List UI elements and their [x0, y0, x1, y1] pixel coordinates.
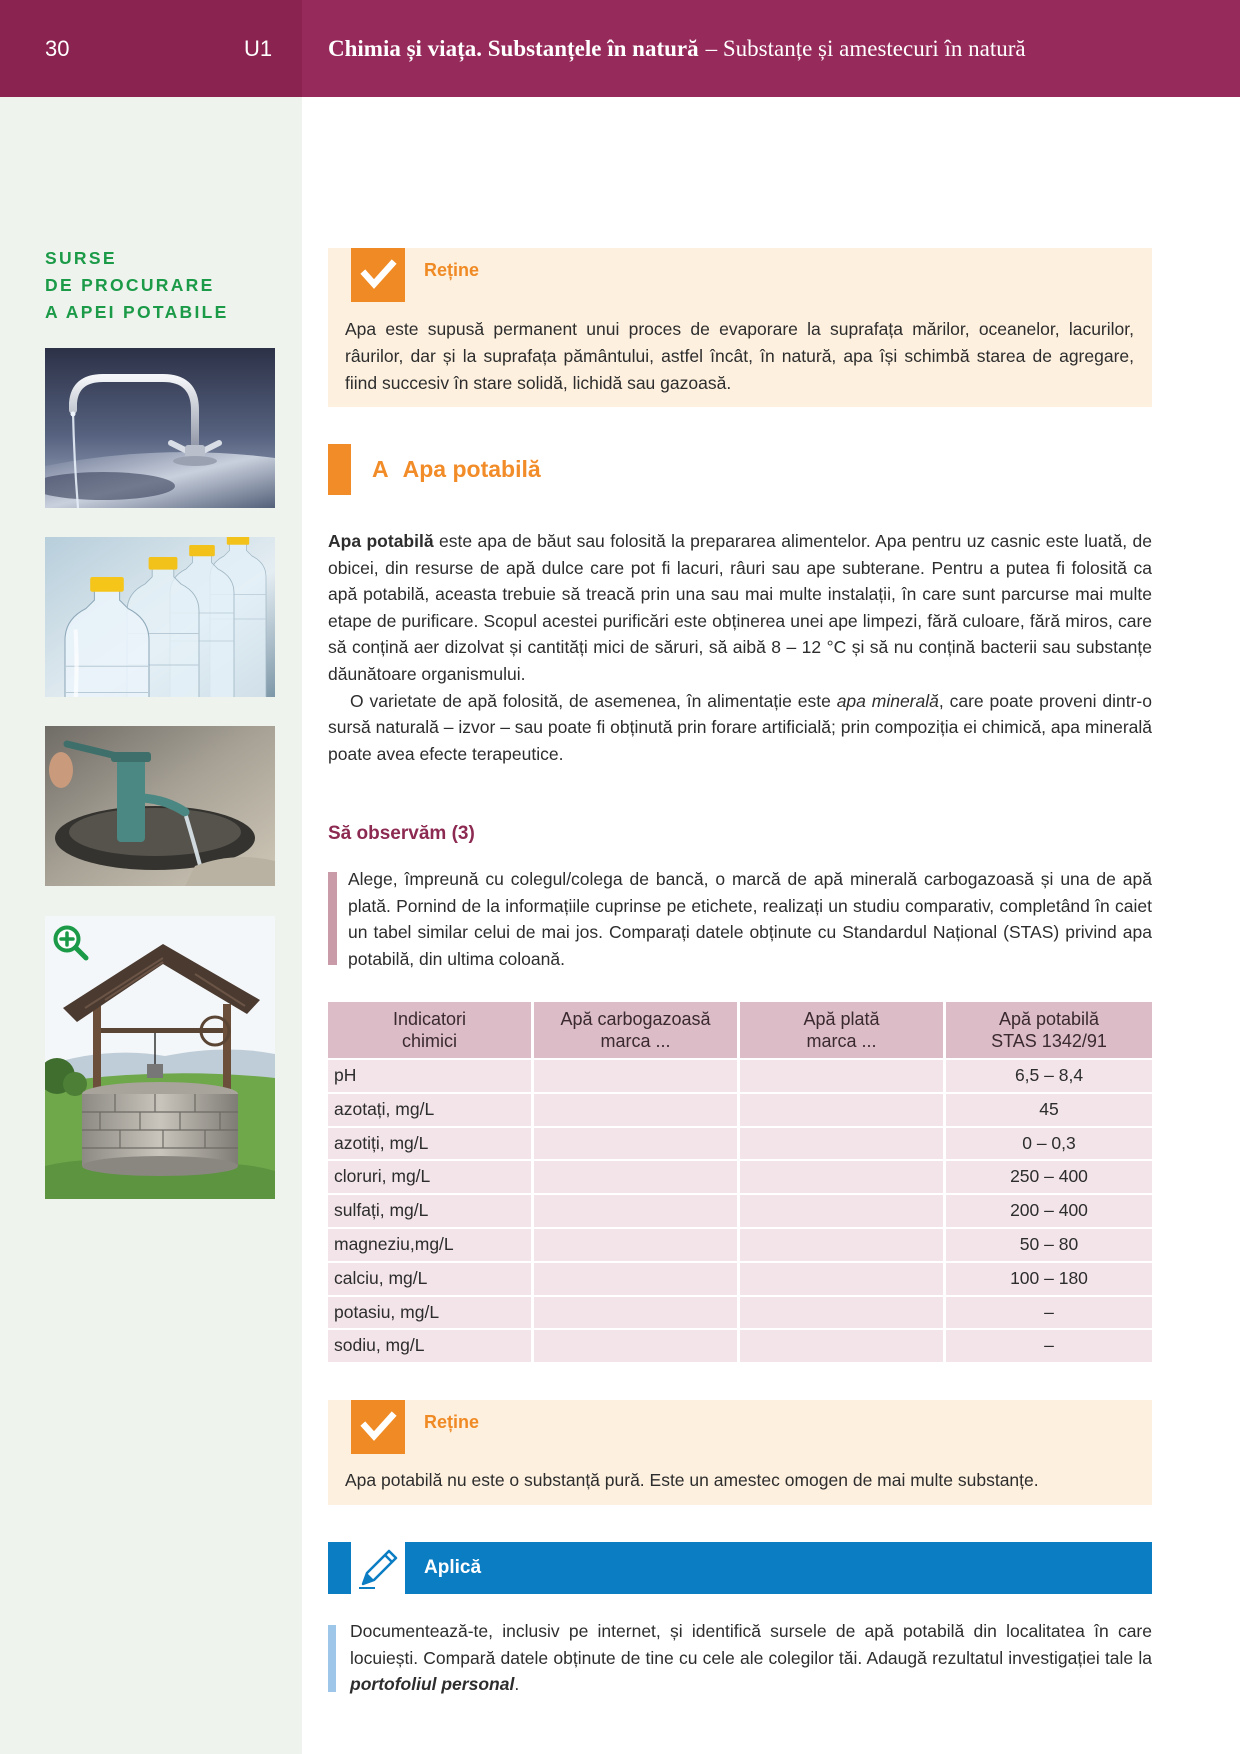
retine-text: Apa potabilă nu este o substanță pură. Este un amestec omogen de mai multe substanțe.	[345, 1470, 1039, 1490]
water-pump-photo	[45, 726, 275, 886]
indicator-cell: azotați, mg/L	[328, 1094, 531, 1126]
section-letter: A	[372, 456, 389, 482]
indicator-cell: cloruri, mg/L	[328, 1161, 531, 1193]
paragraph-text: O varietate de apă folosită, de asemenea, în alimentație este	[350, 690, 831, 711]
indicator-cell: potasiu, mg/L	[328, 1297, 531, 1329]
carbonated-cell	[534, 1229, 737, 1261]
paragraph	[328, 528, 1152, 688]
observe-marker	[328, 872, 337, 965]
zoom-in-icon[interactable]	[52, 924, 90, 962]
retine-label: Reține	[424, 260, 480, 280]
page-number: 30	[45, 36, 70, 61]
still-cell	[740, 1094, 943, 1126]
section-marker	[328, 444, 351, 495]
carbonated-cell	[534, 1060, 737, 1092]
retine-text: Apa este supusă permanent unui proces de evaporare la suprafața mărilor, oceanelor, lacurilor, râurilor, dar și la suprafața pământului, astfel încât, în natură, apa își schimbă starea de agregare, fiind succesiv în stare solidă, lichidă sau gazoasă.	[345, 319, 1134, 393]
indicator-cell: pH	[328, 1060, 531, 1092]
indicator-cell: magneziu,mg/L	[328, 1229, 531, 1261]
header-still	[740, 1002, 943, 1058]
aplica-text-end: .	[514, 1674, 520, 1695]
section-title-text: Apa potabilă	[402, 456, 541, 482]
header-line: STAS 1342/91	[991, 1031, 1107, 1051]
header-line: Apă plată	[803, 1009, 880, 1029]
aplica-bar-left	[328, 1542, 351, 1594]
still-cell	[740, 1161, 943, 1193]
sidebar-heading-line: SURSE	[45, 248, 117, 268]
indicator-cell: sulfați, mg/L	[328, 1195, 531, 1227]
chapter-title: Chimia și viața. Substanțele în natură	[328, 36, 699, 61]
carbonated-cell	[534, 1263, 737, 1295]
sidebar-heading	[45, 245, 229, 326]
portfolio-emphasis: portofoliul personal	[350, 1674, 515, 1695]
term-bold: Apa potabilă	[328, 531, 434, 551]
paragraph	[328, 688, 1152, 768]
stas-value-cell: 250 – 400	[946, 1161, 1152, 1193]
header-line: Apă carbogazoasă	[560, 1009, 711, 1029]
still-cell	[740, 1330, 943, 1362]
stas-value-cell: 200 – 400	[946, 1195, 1152, 1227]
still-cell	[740, 1263, 943, 1295]
header-stas	[946, 1002, 1152, 1058]
chemical-indicators-table	[328, 1002, 1152, 1362]
term-italic: apa minerală	[836, 690, 939, 711]
sidebar-heading-line: A APEI POTABILE	[45, 302, 229, 322]
aplica-text-start: Documentează-te, inclusiv pe internet, și identifică sursele de apă potabilă din localitatea în care locuiești. Compară datele obținute de tine cu cele ale colegilor tăi. Adaugă rezultatul investigației tale la	[350, 1621, 1152, 1668]
retine-label: Reține	[424, 1412, 480, 1432]
indicator-cell: calciu, mg/L	[328, 1263, 531, 1295]
header-line: chimici	[401, 1031, 457, 1051]
still-cell	[740, 1060, 943, 1092]
indicator-cell: azotiți, mg/L	[328, 1128, 531, 1160]
stas-value-cell: 0 – 0,3	[946, 1128, 1152, 1160]
header-indicators	[328, 1002, 531, 1058]
header-line: Indicatori	[392, 1009, 467, 1029]
still-cell	[740, 1297, 943, 1329]
still-cell	[740, 1128, 943, 1160]
carbonated-cell	[534, 1094, 737, 1126]
header-line: Apă potabilă	[998, 1009, 1100, 1029]
sidebar-heading-line: DE PROCURARE	[45, 275, 215, 295]
still-cell	[740, 1195, 943, 1227]
retine-box	[328, 1400, 1152, 1505]
aplica-bar	[405, 1542, 1152, 1594]
header-carbonated	[534, 1002, 737, 1058]
stas-value-cell: 6,5 – 8,4	[946, 1060, 1152, 1092]
observe-text: Alege, împreună cu colegul/colega de bancă, o marcă de apă minerală carbogazoasă și una de apă plată. Pornind de la informațiile cuprinse pe etichete, realizați un studiu comparativ, completând în caiet un tabel similar celui de mai jos. Comparați datele obținute cu Standardul Național (STAS) privind apa potabilă, din ultima coloană.	[348, 869, 1152, 969]
pencil-icon	[351, 1542, 405, 1594]
body-text	[328, 528, 1152, 767]
carbonated-cell	[534, 1330, 737, 1362]
check-icon	[351, 248, 405, 302]
stas-value-cell: 50 – 80	[946, 1229, 1152, 1261]
header-line: marca ...	[600, 1031, 671, 1051]
carbonated-cell	[534, 1161, 737, 1193]
aplica-text	[350, 1618, 1152, 1698]
indicator-cell: sodiu, mg/L	[328, 1330, 531, 1362]
stas-value-cell: –	[946, 1297, 1152, 1329]
stas-value-cell: 45	[946, 1094, 1152, 1126]
lesson-title: – Substanțe și amestecuri în natură	[705, 36, 1026, 61]
aplica-label: Aplică	[424, 1557, 482, 1578]
water-bottles-photo	[45, 537, 275, 697]
carbonated-cell	[534, 1195, 737, 1227]
paragraph-text: este apa de băut sau folosită la prepararea alimentelor. Apa pentru uz casnic este luată, de obicei, din resurse de apă dulce care pot fi lacuri, râuri sau ape subterane. Pentru a putea fi folosită ca apă potabilă, aceasta trebuie să treacă prin una sau mai multe instalații, în care sunt parcurse mai multe etape de purificare. Scopul acestei purificări este obținerea unei ape limpezi, fără culoare, fără miros, care să conțină aer dizolvat și cantități mici de săruri, să aibă 8 – 12 °C și să nu conțină bacterii sau substanțe dăunătoare organismului.	[328, 531, 1152, 684]
stas-value-cell: 100 – 180	[946, 1263, 1152, 1295]
page-title	[328, 0, 1026, 97]
still-cell	[740, 1229, 943, 1261]
observe-title: Să observăm (3)	[328, 823, 475, 844]
retine-box	[328, 248, 1152, 407]
carbonated-cell	[534, 1128, 737, 1160]
section-title	[372, 444, 541, 495]
unit-label: U1	[244, 36, 273, 61]
stas-value-cell: –	[946, 1330, 1152, 1362]
paragraph-text: , care poate proveni dintr-o sursă naturală – izvor – sau poate fi obținută prin forare artificială; prin compoziția ei chimică, apa minerală poate avea efecte terapeutice.	[328, 690, 1152, 764]
aplica-marker	[328, 1625, 336, 1692]
faucet-photo	[45, 348, 275, 508]
check-icon	[351, 1400, 405, 1454]
carbonated-cell	[534, 1297, 737, 1329]
header-line: marca ...	[806, 1031, 877, 1051]
